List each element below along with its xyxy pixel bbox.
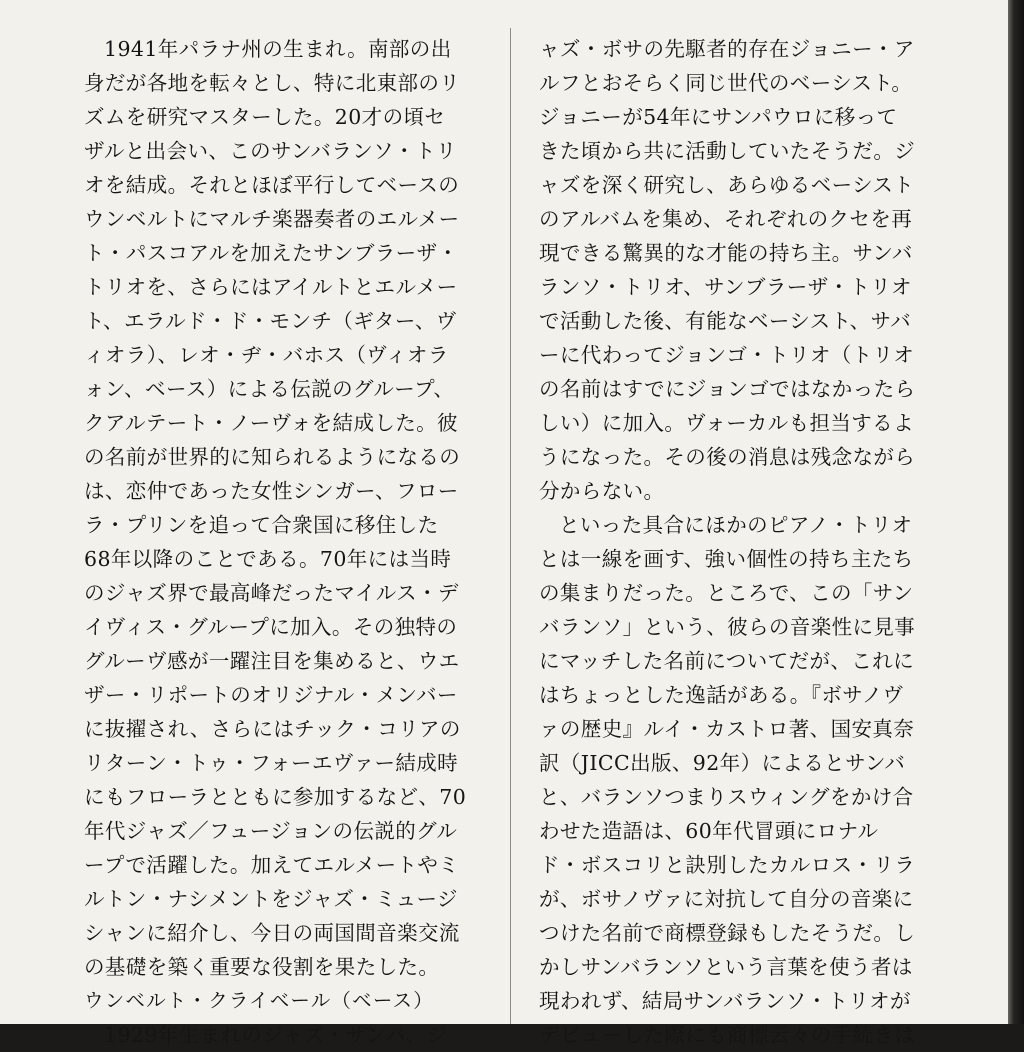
text-line: ャズを深く研究し、あらゆるベーシスト (539, 173, 915, 197)
text-line: 現できる驚異的な才能の持ち主。サンバ (539, 241, 913, 265)
text-line: にもフローラとともに参加するなど、70 (84, 785, 467, 809)
text-line: のジャズ界で最高峰だったマイルス・デ (84, 581, 459, 605)
text-line: 分からない。 (539, 479, 665, 503)
text-line: わせた造語は、60年代冒頭にロナル (539, 819, 879, 843)
text-line: ャズ・ボサの先駆者的存在ジョニー・ア (539, 37, 915, 61)
text-line: 68年以降のことである。70年には当時 (84, 547, 452, 571)
text-line: ウンベルトにマルチ楽器奏者のエルメー (84, 207, 460, 231)
text-line: ズムを研究マスターした。20才の頃セ (84, 105, 446, 129)
text-line: ト、エラルド・ド・モンチ（ギター、ヴ (84, 309, 457, 333)
text-line: ルトン・ナシメントをジャズ・ミュージ (84, 887, 458, 911)
text-line: ープで活躍した。加えてエルメートやミ (84, 853, 460, 877)
text-line: ァの歴史』ルイ・カストロ著、国安真奈 (539, 717, 915, 741)
text-line: ランソ・トリオ、サンブラーザ・トリオ (539, 275, 912, 299)
text-line: ザルと出会い、このサンバランソ・トリ (84, 139, 457, 163)
text-line: ーに代わってジョンゴ・トリオ（トリオ (539, 343, 915, 367)
text-line: のアルバムを集め、それぞれのクセを再 (539, 207, 913, 231)
text-line: ラ・プリンを追って合衆国に移住した (84, 513, 439, 537)
text-line: ト・パスコアルを加えたサンブラーザ・ (84, 241, 459, 265)
section-heading: ウンベルト・クライベール（ベース） (84, 989, 434, 1012)
text-line: ォン、ベース）による伝説のグループ、 (84, 377, 455, 401)
text-line: かしサンバランソという言葉を使う者は (539, 955, 913, 979)
text-line: リターン・トゥ・フォーエヴァー結成時 (84, 751, 459, 775)
text-line: ルフとおそらく同じ世代のベーシスト。 (539, 71, 913, 95)
left-column (84, 32, 504, 1052)
text-line: オを結成。それとほぼ平行してベースの (84, 173, 460, 197)
text-line: イヴィス・グループに加入。その独特の (84, 615, 458, 639)
text-line: つけた名前で商標登録もしたそうだ。し (539, 921, 916, 945)
text-line: バランソ」という、彼らの音楽性に見事 (539, 615, 916, 639)
text-line: しい）に加入。ヴォーカルも担当するよ (539, 411, 914, 435)
column-divider (510, 28, 511, 1024)
text-line: ィオラ）、レオ・ヂ・バホス（ヴィオラ (84, 343, 449, 367)
text-line: に抜擢され、さらにはチック・コリアの (84, 717, 461, 741)
text-line: が、ボサノヴァに対抗して自分の音楽に (539, 887, 914, 911)
text-line: 1929年生まれのジャズ・サンバ、ジ (104, 1023, 448, 1047)
text-line: 1941年パラナ州の生まれ。南部の出 (104, 37, 452, 61)
text-line: 年代ジャズ／フュージョンの伝説的グル (84, 819, 458, 843)
text-line: ド・ボスコリと訣別したカルロス・リラ (539, 853, 916, 877)
text-line: シャンに紹介し、今日の両国間音楽交流 (84, 921, 460, 945)
text-line: の集まりだった。ところで、この「サン (539, 581, 914, 605)
text-line: 身だが各地を転々とし、特に北東部のリ (84, 71, 461, 95)
text-line: は、恋仲であった女性シンガー、フロー (84, 479, 459, 503)
text-line: グルーヴ感が一躍注目を集めると、ウエ (84, 649, 460, 673)
text-line: うになった。その後の消息は残念ながら (539, 445, 916, 469)
text-line: 訳（JICC出版、92年）によるとサンバ (539, 751, 906, 775)
text-line: 現われず、結局サンバランソ・トリオが (539, 989, 911, 1013)
text-line: クアルテート・ノーヴォを結成した。彼 (84, 411, 458, 435)
text-line: きた頃から共に活動していたそうだ。ジ (539, 139, 916, 163)
text-line: ザー・リポートのオリジナル・メンバー (84, 683, 458, 707)
text-line: にマッチした名前についてだが、これに (539, 649, 914, 673)
text-line: といった具合にほかのピアノ・トリオ (559, 513, 913, 537)
right-column (539, 32, 959, 1052)
text-line: はちょっとした逸話がある。『ボサノヴ (539, 683, 904, 707)
text-line: デビューした際にも商標云々の手続きは (539, 1023, 916, 1047)
text-line: の基礎を築く重要な役割を果たした。 (84, 955, 440, 979)
text-line: の名前が世界的に知られるようになるの (84, 445, 461, 469)
text-line: と、バランソつまりスウィングをかけ合 (539, 785, 914, 809)
text-line: の名前はすでにジョンゴではなかったら (539, 377, 916, 401)
text-line: ジョニーが54年にサンパウロに移って (539, 105, 898, 129)
text-line: とは一線を画す、強い個性の持ち主たち (539, 547, 914, 571)
text-line: で活動した後、有能なベーシスト、サバ (539, 309, 912, 333)
text-line: トリオを、さらにはアイルトとエルメー (84, 275, 458, 299)
page-edge-shadow (1008, 0, 1024, 1024)
